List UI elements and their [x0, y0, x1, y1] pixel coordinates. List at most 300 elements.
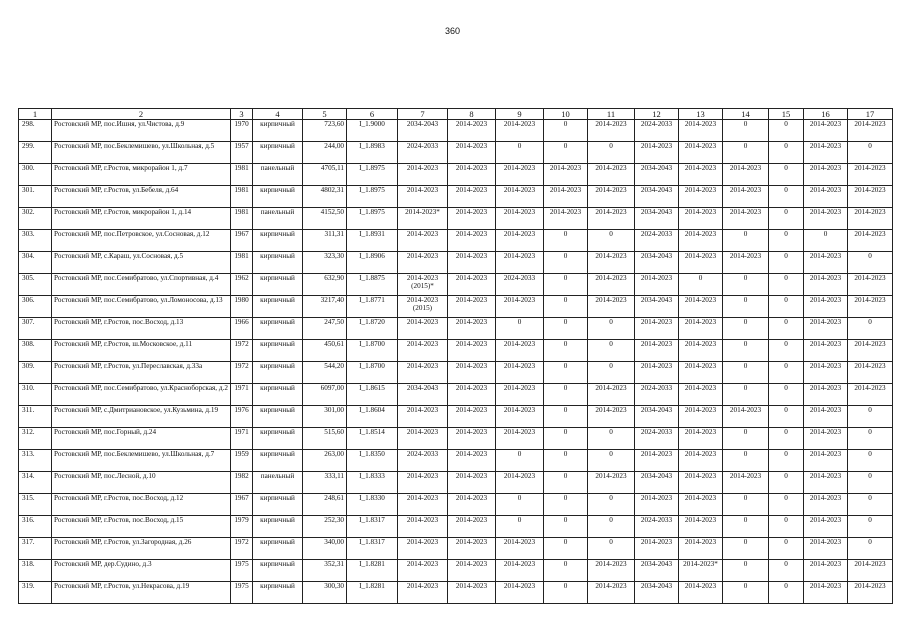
table-cell: 0 [848, 142, 893, 164]
table-cell: 2014-2023 [398, 582, 448, 604]
table-row [19, 582, 893, 604]
table-cell: 2014-2023 [679, 296, 723, 318]
table-cell: 2014-2023 [398, 230, 448, 252]
table-cell: кирпичный [253, 120, 303, 142]
table-cell: 318. [19, 560, 52, 582]
table-cell: 2034-2043 [398, 384, 448, 406]
table-cell: кирпичный [253, 252, 303, 274]
table-cell: 2014-2023 [804, 186, 848, 208]
table-cell: 2034-2043 [398, 120, 448, 142]
table-cell: Ростовский МР, дер.Судино, д.3 [52, 560, 231, 582]
table-cell: 0 [723, 142, 769, 164]
table-cell: 2014-2023 [679, 406, 723, 428]
table-cell: 319. [19, 582, 52, 604]
table-cell: 2014-2023 [448, 120, 496, 142]
table-cell: 0 [769, 252, 804, 274]
table-cell: 2014-2023 [398, 428, 448, 450]
housing-register-table [18, 108, 893, 604]
table-cell: 0 [723, 274, 769, 296]
table-row [19, 318, 893, 340]
table-cell: Ростовский МР, пос.Ишня, ул.Чистова, д.9 [52, 120, 231, 142]
table-cell: 2014-2023 [588, 560, 635, 582]
table-cell: 2014-2023 [448, 164, 496, 186]
table-cell: 0 [723, 296, 769, 318]
table-cell: 2014-2023 [635, 538, 679, 560]
table-cell: 0 [848, 318, 893, 340]
table-cell: 1971 [231, 428, 253, 450]
table-cell: I_1.8931 [347, 230, 398, 252]
table-cell: 2014-2023 [804, 538, 848, 560]
table-cell: панельный [253, 472, 303, 494]
table-cell: 2014-2023 [448, 406, 496, 428]
table-cell: 263,00 [303, 450, 347, 472]
table-cell: 2014-2023 [448, 362, 496, 384]
table-cell: 0 [588, 362, 635, 384]
table-cell: Ростовский МР, пос.Семибратово, ул.Красноборская, д.2 [52, 384, 231, 406]
table-cell: 2014-2023 [588, 406, 635, 428]
table-cell: 333,11 [303, 472, 347, 494]
table-cell: 2014-2023 [544, 186, 588, 208]
table-cell: 2014-2023 [635, 274, 679, 296]
table-cell: 2014-2023 [448, 208, 496, 230]
table-cell: I_1.8330 [347, 494, 398, 516]
table-cell: 2014-2023 [679, 120, 723, 142]
table-cell: кирпичный [253, 406, 303, 428]
table-cell: I_1.8906 [347, 252, 398, 274]
table-row [19, 186, 893, 208]
table-cell: 2014-2023 [398, 164, 448, 186]
table-row [19, 164, 893, 186]
table-cell: 2014-2023* [398, 208, 448, 230]
table-cell: 2014-2023 [398, 318, 448, 340]
table-cell: кирпичный [253, 142, 303, 164]
table-cell: 0 [769, 472, 804, 494]
table-cell: 303. [19, 230, 52, 252]
table-cell: 2014-2023 [804, 362, 848, 384]
column-header: 5 [303, 109, 347, 120]
table-cell: 4705,11 [303, 164, 347, 186]
table-cell: 0 [848, 516, 893, 538]
table-cell: 0 [769, 384, 804, 406]
table-cell: 1981 [231, 186, 253, 208]
table-cell: 2014-2023 [679, 384, 723, 406]
table-cell: Ростовский МР, пос.Беклемишево, ул.Школьная, д.7 [52, 450, 231, 472]
table-cell: I_1.8317 [347, 516, 398, 538]
table-cell: 0 [769, 230, 804, 252]
table-cell: 2014-2023 [679, 582, 723, 604]
table-cell: 0 [723, 120, 769, 142]
table-row [19, 362, 893, 384]
table-cell: I_1.8281 [347, 560, 398, 582]
table-cell: 1967 [231, 494, 253, 516]
table-cell: 0 [544, 516, 588, 538]
table-cell: 2014-2023 [804, 450, 848, 472]
table-header-row [19, 109, 893, 120]
table-cell: 0 [588, 340, 635, 362]
table-cell: 2014-2023 [496, 384, 544, 406]
table-cell: 304. [19, 252, 52, 274]
table-body [19, 120, 893, 604]
column-header: 10 [544, 109, 588, 120]
table-cell: 2014-2023 [723, 406, 769, 428]
table-cell: 2014-2023 [723, 164, 769, 186]
table-cell: 2024-2033 [635, 120, 679, 142]
table-cell: 2014-2023 [679, 538, 723, 560]
table-row [19, 516, 893, 538]
table-cell: 315. [19, 494, 52, 516]
table-cell: I_1.8875 [347, 274, 398, 296]
table-cell: кирпичный [253, 274, 303, 296]
table-cell: Ростовский МР, пос.Семибратово, ул.Ломоносова, д.13 [52, 296, 231, 318]
table-cell: 2014-2023 [496, 296, 544, 318]
table-cell: 1975 [231, 582, 253, 604]
table-cell: 2014-2023 [723, 186, 769, 208]
table-cell: 0 [769, 582, 804, 604]
table-cell: 2014-2023 [448, 494, 496, 516]
table-cell: 2014-2023 [398, 252, 448, 274]
column-header: 12 [635, 109, 679, 120]
table-cell: I_1.8615 [347, 384, 398, 406]
table-cell: 2014-2023 [635, 142, 679, 164]
table-row [19, 340, 893, 362]
table-cell: 0 [496, 318, 544, 340]
table-cell: Ростовский МР, г.Ростов, пос.Восход, д.12 [52, 494, 231, 516]
table-cell: 2014-2023 [804, 560, 848, 582]
table-cell: 248,61 [303, 494, 347, 516]
table-row [19, 428, 893, 450]
table-cell: I_1.9000 [347, 120, 398, 142]
table-row [19, 384, 893, 406]
table-cell: Ростовский МР, пос.Горный, д.24 [52, 428, 231, 450]
table-cell: кирпичный [253, 296, 303, 318]
table-cell: Ростовский МР, г.Ростов, ул.Бебеля, д.64 [52, 186, 231, 208]
table-cell: 2014-2023 [398, 362, 448, 384]
table-cell: 2014-2023 [544, 208, 588, 230]
table-cell: 2034-2043 [635, 472, 679, 494]
table-cell: 2014-2023 [679, 164, 723, 186]
table-cell: кирпичный [253, 318, 303, 340]
column-header: 16 [804, 109, 848, 120]
table-cell: 0 [723, 560, 769, 582]
table-cell: 2014-2023 [804, 384, 848, 406]
table-cell: Ростовский МР, пос.Беклемишево, ул.Школьная, д.5 [52, 142, 231, 164]
table-cell: 2014-2023 [723, 252, 769, 274]
table-cell: 2014-2023 [723, 472, 769, 494]
table-cell: 4802,31 [303, 186, 347, 208]
table-cell: 0 [544, 582, 588, 604]
table-cell: 1982 [231, 472, 253, 494]
table-cell: 302. [19, 208, 52, 230]
table-cell: 2014-2023 [448, 274, 496, 296]
table-cell: 1981 [231, 164, 253, 186]
table-cell: 308. [19, 340, 52, 362]
table-cell: 0 [723, 230, 769, 252]
table-cell: 0 [769, 296, 804, 318]
table-cell: 0 [769, 362, 804, 384]
table-cell: 1972 [231, 362, 253, 384]
table-cell: 2014-2023 [635, 318, 679, 340]
table-cell: 1981 [231, 252, 253, 274]
table-cell: 311,31 [303, 230, 347, 252]
table-cell: кирпичный [253, 230, 303, 252]
table-cell: 316. [19, 516, 52, 538]
table-cell: Ростовский МР, с.Дмитриановское, ул.Кузьмина, д.19 [52, 406, 231, 428]
table-row [19, 538, 893, 560]
table-cell: 2014-2023 [804, 582, 848, 604]
table-cell: 2014-2023 [804, 274, 848, 296]
table-cell: 312. [19, 428, 52, 450]
table-cell: 0 [544, 362, 588, 384]
table-cell: 2024-2033 [496, 274, 544, 296]
table-cell: 2014-2023 [448, 340, 496, 362]
table-row [19, 494, 893, 516]
table-cell: I_1.8975 [347, 164, 398, 186]
table-cell: 0 [769, 120, 804, 142]
table-cell: 1981 [231, 208, 253, 230]
table-row [19, 274, 893, 296]
table-cell: 1976 [231, 406, 253, 428]
table-cell: 2014-2023 [804, 494, 848, 516]
table-cell: 0 [544, 472, 588, 494]
column-header: 15 [769, 109, 804, 120]
table-cell: Ростовский МР, с.Караш, ул.Сосновая, д.5 [52, 252, 231, 274]
table-cell: 0 [848, 252, 893, 274]
table-cell: 1972 [231, 340, 253, 362]
table-cell: 4152,50 [303, 208, 347, 230]
table-cell: Ростовский МР, пос.Лесной, д.10 [52, 472, 231, 494]
table-cell: 300,30 [303, 582, 347, 604]
table-cell: 2014-2023 [448, 252, 496, 274]
table-cell: 0 [723, 582, 769, 604]
column-header: 4 [253, 109, 303, 120]
table-cell: 0 [769, 428, 804, 450]
table-cell: 2014-2023 [804, 208, 848, 230]
table-cell: 0 [496, 516, 544, 538]
table-cell: 1962 [231, 274, 253, 296]
table-cell: 314. [19, 472, 52, 494]
table-cell: 0 [723, 450, 769, 472]
table-cell: 2014-2023 [679, 472, 723, 494]
table-cell: 2034-2043 [635, 582, 679, 604]
table-cell: 2014-2023 [635, 494, 679, 516]
table-cell: 3217,40 [303, 296, 347, 318]
table-cell: 2014-2023 [448, 582, 496, 604]
table-row [19, 252, 893, 274]
column-header: 2 [52, 109, 231, 120]
table-cell: 0 [769, 406, 804, 428]
page-number: 360 [444, 26, 461, 36]
table-cell: 2014-2023 [448, 296, 496, 318]
table-cell: 2014-2023 [496, 362, 544, 384]
table-cell: кирпичный [253, 560, 303, 582]
table-cell: 2014-2023 [679, 450, 723, 472]
table-cell: 0 [496, 494, 544, 516]
table-row [19, 450, 893, 472]
table-cell: 2014-2023 [848, 274, 893, 296]
table-cell: 2014-2023 [398, 406, 448, 428]
table-cell: 2014-2023 [448, 560, 496, 582]
table-cell: 0 [588, 230, 635, 252]
table-cell: 2014-2023 [448, 516, 496, 538]
table-cell: 2014-2023 [588, 472, 635, 494]
table-cell: 244,00 [303, 142, 347, 164]
table-cell: Ростовский МР, г.Ростов, ул.Загородная, д.26 [52, 538, 231, 560]
table-cell: Ростовский МР, г.Ростов, ул.Некрасова, д.19 [52, 582, 231, 604]
table-row [19, 230, 893, 252]
table-cell: 2024-2033 [635, 516, 679, 538]
table-cell: 0 [848, 450, 893, 472]
table-cell: 2014-2023 [398, 186, 448, 208]
table-cell: 0 [848, 406, 893, 428]
table-cell: 0 [588, 428, 635, 450]
table-cell: 2014-2023 [496, 230, 544, 252]
table-cell: 2014-2023 [448, 472, 496, 494]
table-cell: 515,60 [303, 428, 347, 450]
table-cell: 0 [544, 384, 588, 406]
table-cell: 2014-2023 [496, 164, 544, 186]
table-cell: 2014-2023 [588, 384, 635, 406]
column-header: 9 [496, 109, 544, 120]
table-cell: I_1.8604 [347, 406, 398, 428]
table-row [19, 142, 893, 164]
table-cell: 2014-2023 [804, 406, 848, 428]
table-cell: 544,20 [303, 362, 347, 384]
table-cell: I_1.8350 [347, 450, 398, 472]
table-cell: 0 [848, 538, 893, 560]
table-cell: 723,60 [303, 120, 347, 142]
table-cell: 2014-2023 [588, 186, 635, 208]
table-cell: кирпичный [253, 516, 303, 538]
table-cell: 0 [723, 428, 769, 450]
table-cell: 2014-2023 [804, 318, 848, 340]
table-cell: 300. [19, 164, 52, 186]
table-cell: кирпичный [253, 362, 303, 384]
table-cell: 632,90 [303, 274, 347, 296]
table-cell: 0 [723, 538, 769, 560]
table-cell: 310. [19, 384, 52, 406]
table-cell: 2034-2043 [635, 186, 679, 208]
table-cell: 2014-2023 [398, 494, 448, 516]
table-cell: 0 [588, 318, 635, 340]
table-cell: 0 [496, 142, 544, 164]
table-cell: кирпичный [253, 340, 303, 362]
table-cell: 0 [588, 538, 635, 560]
table-cell: Ростовский МР, г.Ростов, ш.Московское, д.11 [52, 340, 231, 362]
table-cell: 2014-2023 [804, 296, 848, 318]
table-cell: 1957 [231, 142, 253, 164]
table-cell: 2024-2033 [635, 384, 679, 406]
table-cell: 2014-2023 [848, 384, 893, 406]
table-cell: 2014-2023 [588, 208, 635, 230]
table-cell: 313. [19, 450, 52, 472]
table-cell: 2014-2023 [804, 472, 848, 494]
table-cell: 0 [544, 296, 588, 318]
table-cell: 0 [723, 340, 769, 362]
table-cell: 2014-2023 [496, 406, 544, 428]
table-cell: 0 [723, 384, 769, 406]
table-cell: 0 [769, 560, 804, 582]
table-cell: I_1.8514 [347, 428, 398, 450]
table-cell: 0 [848, 428, 893, 450]
table-cell: 2014-2023 [496, 208, 544, 230]
table-cell: 2014-2023* [679, 560, 723, 582]
table-cell: 2014-2023 (2015)* [398, 274, 448, 296]
table-cell: Ростовский МР, г.Ростов, пос.Восход, д.13 [52, 318, 231, 340]
table-cell: 2014-2023 [679, 142, 723, 164]
column-header: 1 [19, 109, 52, 120]
table-cell: 0 [588, 450, 635, 472]
table-cell: 2014-2023 [588, 274, 635, 296]
table-cell: 2014-2023 [544, 164, 588, 186]
table-cell: 2024-2033 [398, 142, 448, 164]
table-cell: 2014-2023 (2015) [398, 296, 448, 318]
table-cell: 247,50 [303, 318, 347, 340]
table-cell: 2014-2023 [679, 186, 723, 208]
table-cell: 301. [19, 186, 52, 208]
table-cell: 2014-2023 [635, 362, 679, 384]
table-cell: I_1.8983 [347, 142, 398, 164]
table-cell: I_1.8771 [347, 296, 398, 318]
table-cell: 0 [769, 340, 804, 362]
table-row [19, 296, 893, 318]
column-header: 6 [347, 109, 398, 120]
table-cell: 2014-2023 [848, 120, 893, 142]
table-cell: 2014-2023 [448, 450, 496, 472]
table-cell: Ростовский МР, пос.Семибратово, ул.Спортивная, д.4 [52, 274, 231, 296]
table-cell: 0 [496, 450, 544, 472]
table-cell: Ростовский МР, г.Ростов, микрорайон 1, д.7 [52, 164, 231, 186]
table-cell: 0 [544, 120, 588, 142]
table-cell: I_1.8700 [347, 362, 398, 384]
table-cell: 0 [544, 252, 588, 274]
table-cell: 2014-2023 [679, 340, 723, 362]
table-cell: I_1.8975 [347, 208, 398, 230]
table-cell: 2014-2023 [448, 142, 496, 164]
table-cell: 2034-2043 [635, 406, 679, 428]
column-header: 13 [679, 109, 723, 120]
table-cell: Ростовский МР, пос.Петровское, ул.Сосновая, д.12 [52, 230, 231, 252]
table-cell: 1970 [231, 120, 253, 142]
table-cell: 2024-2033 [635, 428, 679, 450]
table-cell: 2014-2023 [679, 516, 723, 538]
table-cell: 0 [848, 494, 893, 516]
table-cell: 340,00 [303, 538, 347, 560]
table-cell: 2014-2023 [848, 296, 893, 318]
table-cell: 0 [769, 274, 804, 296]
table-cell: 0 [723, 362, 769, 384]
table-cell: 0 [769, 142, 804, 164]
table-cell: 352,31 [303, 560, 347, 582]
table-cell: Ростовский МР, г.Ростов, пос.Восход, д.15 [52, 516, 231, 538]
table-cell: 2014-2023 [804, 340, 848, 362]
table-cell: 0 [848, 472, 893, 494]
table-cell: 2014-2023 [588, 296, 635, 318]
table-cell: I_1.8700 [347, 340, 398, 362]
table-cell: 2014-2023 [496, 560, 544, 582]
table-cell: 2014-2023 [398, 560, 448, 582]
table-cell: 2014-2023 [588, 164, 635, 186]
column-header: 17 [848, 109, 893, 120]
table-cell: I_1.8333 [347, 472, 398, 494]
table-cell: 0 [769, 208, 804, 230]
table-cell: 305. [19, 274, 52, 296]
table-cell: 1967 [231, 230, 253, 252]
table-cell: 0 [544, 494, 588, 516]
table-cell: 1972 [231, 538, 253, 560]
table-cell: 0 [769, 494, 804, 516]
table-cell: 6097,00 [303, 384, 347, 406]
table-cell: 2014-2023 [398, 538, 448, 560]
